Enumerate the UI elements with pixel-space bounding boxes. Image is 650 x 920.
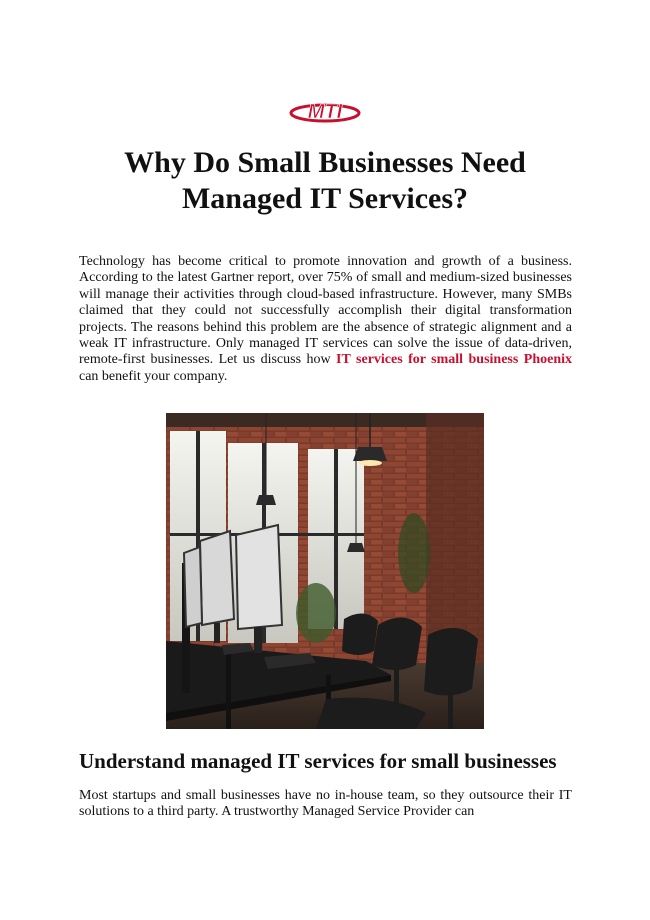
title-line-2: Managed IT Services? [181, 182, 469, 215]
mti-logo [285, 96, 365, 128]
office-computers-photo [166, 413, 484, 729]
section-paragraph: Most startups and small businesses have no in-house team, so they outsource their IT solutions to a third party. A trustworthy Managed Service Provider can [79, 788, 572, 820]
intro-text: Technology has become critical to promote innovation and growth of a business. According to the latest Gartner report, over 75% of small and medium-sized businesses will manage their activities through cloud-based infrastructure. However, many SMBs claimed that they could not successfully accomplish their digital transformation projects. The reasons behind this problem are the absence of strategic alignment and a weak IT infrastructure. Only managed IT services can solve the issue of data-driven, remote-first businesses. Let us discuss how [79, 254, 572, 368]
title-line-1: Why Do Small Businesses Need [124, 146, 526, 179]
it-services-link[interactable]: IT services for small business Phoenix [336, 352, 572, 368]
logo-text: MTI [307, 101, 343, 123]
intro-paragraph [79, 254, 572, 385]
intro-after-link: can benefit your company. [79, 368, 228, 384]
page-title [60, 145, 590, 217]
section-heading: Understand managed IT services for small businesses [79, 749, 557, 773]
